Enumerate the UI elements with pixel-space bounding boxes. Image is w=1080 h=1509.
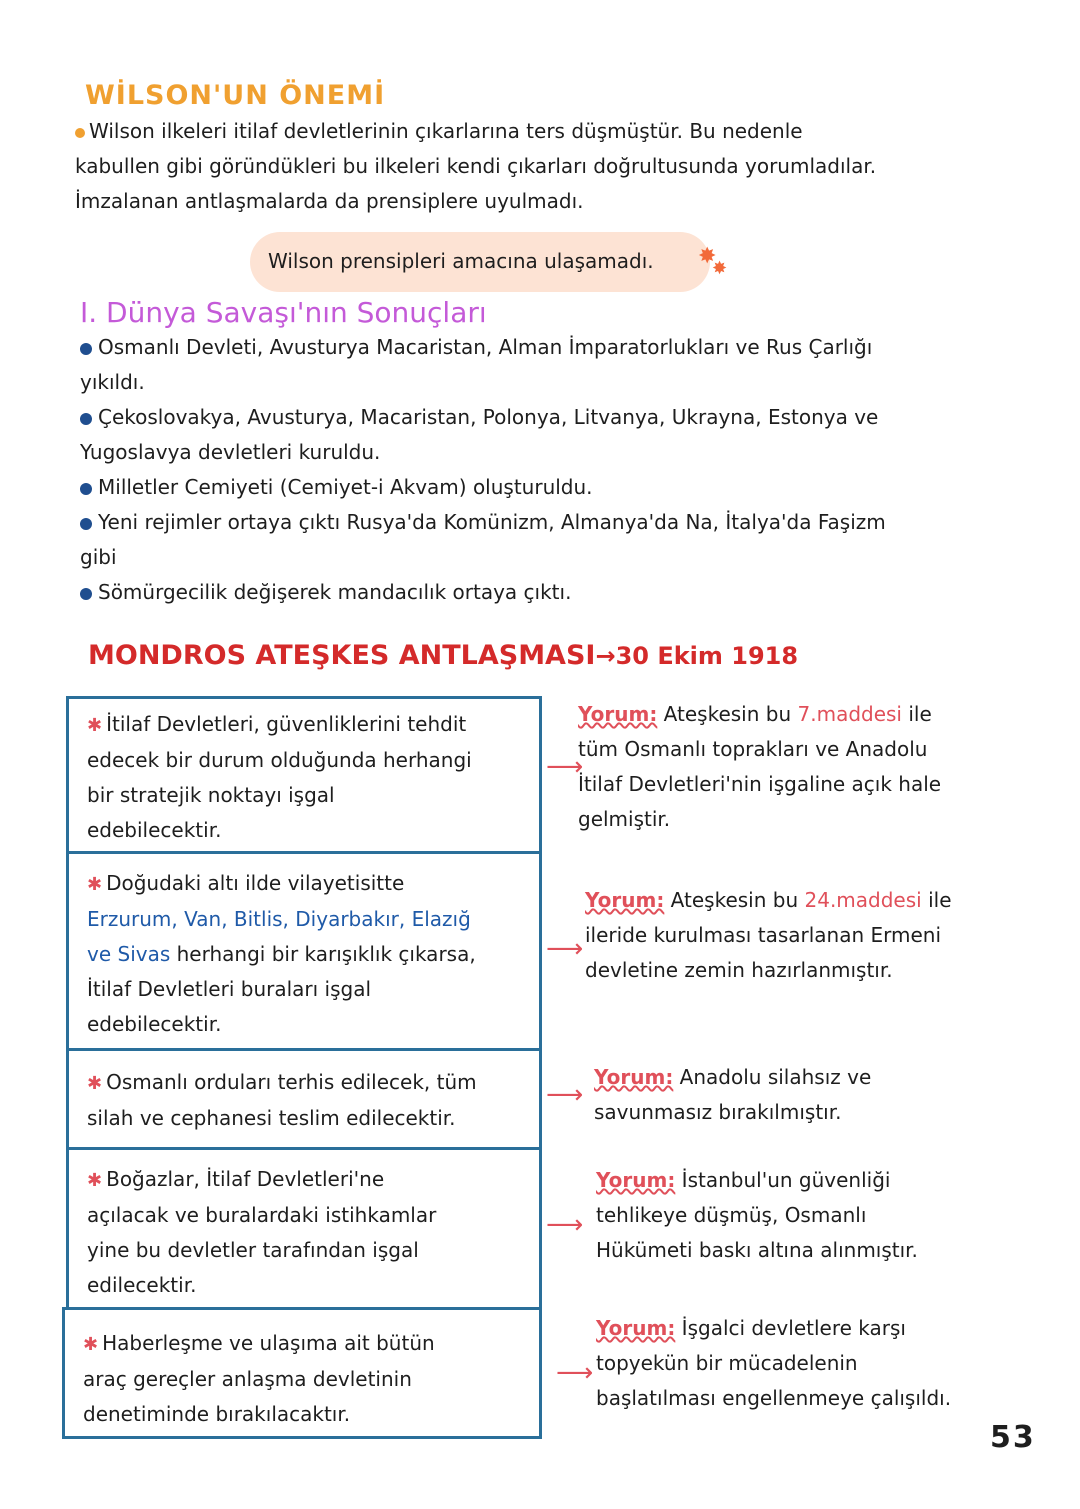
article-box xyxy=(62,1307,542,1439)
asterisk-icon: ✱ xyxy=(87,1170,103,1191)
yorum-label: Yorum: xyxy=(596,1168,676,1192)
box-line: edilecektir. xyxy=(87,1273,197,1297)
madde-ref: 24.maddesi xyxy=(804,888,922,912)
yorum-block xyxy=(596,1163,1026,1268)
wilson-line: Wilson ilkeleri itilaf devletlerinin çıkarlarına ters düşmüştür. Bu nedenle xyxy=(89,119,803,143)
box-line: yine bu devletler tarafından işgal xyxy=(87,1238,419,1262)
mondros-title: MONDROS ATEŞKES ANTLAŞMASI xyxy=(88,640,596,671)
result-item: Çekoslovakya, Avusturya, Macaristan, Polonya, Litvanya, Ukrayna, Estonya ve xyxy=(98,405,879,429)
bullet-dot-icon xyxy=(80,483,92,495)
box-line: Doğudaki altı ilde vilayetisitte xyxy=(106,871,405,895)
page-number: 53 xyxy=(990,1420,1036,1455)
asterisk-icon: ✱ xyxy=(87,1073,103,1094)
bullet-dot-icon xyxy=(80,588,92,600)
yorum-line: devletine zemin hazırlanmıştır. xyxy=(585,958,893,982)
bullet-dot-icon xyxy=(75,128,85,138)
mondros-heading xyxy=(88,640,798,671)
yorum-text: Ateşkesin bu xyxy=(657,702,798,726)
article-box xyxy=(66,696,542,854)
article-box xyxy=(66,851,542,1051)
result-item: Osmanlı Devleti, Avusturya Macaristan, Alman İmparatorlukları ve Rus Çarlığı xyxy=(98,335,873,359)
box-line: bir stratejik noktayı işgal xyxy=(87,783,335,807)
bullet-dot-icon xyxy=(80,343,92,355)
yorum-label: Yorum: xyxy=(594,1065,674,1089)
yorum-block xyxy=(578,697,1018,837)
yorum-text: Ateşkesin bu xyxy=(664,888,805,912)
yorum-line: topyekün bir mücadelenin xyxy=(596,1351,858,1375)
result-item-cont: yıkıldı. xyxy=(80,370,145,394)
box-line: Boğazlar, İtilaf Devletleri'ne xyxy=(106,1167,385,1191)
city-list: Erzurum, Van, Bitlis, Diyarbakır, Elazığ xyxy=(87,907,471,931)
yorum-line: gelmiştir. xyxy=(578,807,671,831)
box-line: İtilaf Devletleri buraları işgal xyxy=(87,977,372,1001)
madde-ref: 7.maddesi xyxy=(797,702,902,726)
box-line: Haberleşme ve ulaşıma ait bütün xyxy=(102,1331,435,1355)
mondros-date: →30 Ekim 1918 xyxy=(595,642,799,670)
yorum-line: başlatılması engellenmeye çalışıldı. xyxy=(596,1386,952,1410)
result-item: Yeni rejimler ortaya çıktı Rusya'da Komünizm, Almanya'da Na, İtalya'da Faşizm xyxy=(98,510,886,534)
result-item-cont: gibi xyxy=(80,545,117,569)
wilson-line: İmzalanan antlaşmalarda da prensiplere uyulmadı. xyxy=(75,189,584,213)
yorum-line: tehlikeye düşmüş, Osmanlı xyxy=(596,1203,867,1227)
yorum-text: İstanbul'un güvenliği xyxy=(675,1168,891,1192)
arrow-right-icon: ⟶ xyxy=(556,1358,594,1388)
box-line: araç gereçler anlaşma devletinin xyxy=(83,1367,412,1391)
yorum-line: Hükümeti baskı altına alınmıştır. xyxy=(596,1238,918,1262)
arrow-right-icon: ⟶ xyxy=(546,1080,584,1110)
article-box xyxy=(66,1147,542,1310)
wilson-line: kabullen gibi göründükleri bu ilkeleri kendi çıkarları doğrultusunda yorumladılar. xyxy=(75,154,877,178)
yorum-text: ile xyxy=(902,702,932,726)
yorum-block xyxy=(594,1060,1024,1130)
box-line: herhangi bir karışıklık çıkarsa, xyxy=(170,942,476,966)
bullet-dot-icon xyxy=(80,518,92,530)
result-item: Sömürgecilik değişerek mandacılık ortaya çıktı. xyxy=(98,580,572,604)
asterisk-icon: ✱ xyxy=(87,874,103,895)
yorum-label: Yorum: xyxy=(596,1316,676,1340)
yorum-line: tüm Osmanlı toprakları ve Anadolu xyxy=(578,737,928,761)
yorum-label: Yorum: xyxy=(578,702,658,726)
box-line: İtilaf Devletleri, güvenliklerini tehdit xyxy=(106,712,467,736)
war-results-list xyxy=(80,330,1040,610)
yorum-line: İtilaf Devletleri'nin işgaline açık hale xyxy=(578,772,942,796)
yorum-block xyxy=(585,883,1025,988)
box-line: denetiminde bırakılacaktır. xyxy=(83,1402,351,1426)
arrow-right-icon: ⟶ xyxy=(546,1210,584,1240)
star-icon: ✸ xyxy=(698,244,717,269)
yorum-text: Anadolu silahsız ve xyxy=(673,1065,872,1089)
bullet-dot-icon xyxy=(80,413,92,425)
yorum-block xyxy=(596,1311,1036,1416)
box-line: edebilecektir. xyxy=(87,818,222,842)
star-icon: ✸ xyxy=(712,258,728,279)
yorum-text: ile xyxy=(921,888,952,912)
asterisk-icon: ✱ xyxy=(83,1334,99,1355)
article-box xyxy=(66,1048,542,1150)
yorum-line: ileride kurulması tasarlanan Ermeni xyxy=(585,923,942,947)
yorum-line: savunmasız bırakılmıştır. xyxy=(594,1100,842,1124)
wilson-highlight: Wilson prensipleri amacına ulaşamadı. xyxy=(268,249,654,273)
war-results-title: I. Dünya Savaşı'nın Sonuçları xyxy=(80,296,487,329)
arrow-right-icon: ⟶ xyxy=(546,934,584,964)
arrow-right-icon: ⟶ xyxy=(546,752,584,782)
city-list: ve Sivas xyxy=(87,942,171,966)
yorum-text: İşgalci devletlere karşı xyxy=(675,1316,906,1340)
box-line: edecek bir durum olduğunda herhangi xyxy=(87,748,472,772)
wilson-paragraph xyxy=(75,114,1035,219)
box-line: edebilecektir. xyxy=(87,1012,222,1036)
box-line: silah ve cephanesi teslim edilecektir. xyxy=(87,1106,456,1130)
asterisk-icon: ✱ xyxy=(87,715,103,736)
result-item-cont: Yugoslavya devletleri kuruldu. xyxy=(80,440,381,464)
wilson-title: WİLSON'UN ÖNEMİ xyxy=(85,80,386,111)
box-line: açılacak ve buralardaki istihkamlar xyxy=(87,1203,437,1227)
result-item: Milletler Cemiyeti (Cemiyet-i Akvam) oluşturuldu. xyxy=(98,475,593,499)
box-line: Osmanlı orduları terhis edilecek, tüm xyxy=(106,1070,477,1094)
yorum-label: Yorum: xyxy=(585,888,665,912)
